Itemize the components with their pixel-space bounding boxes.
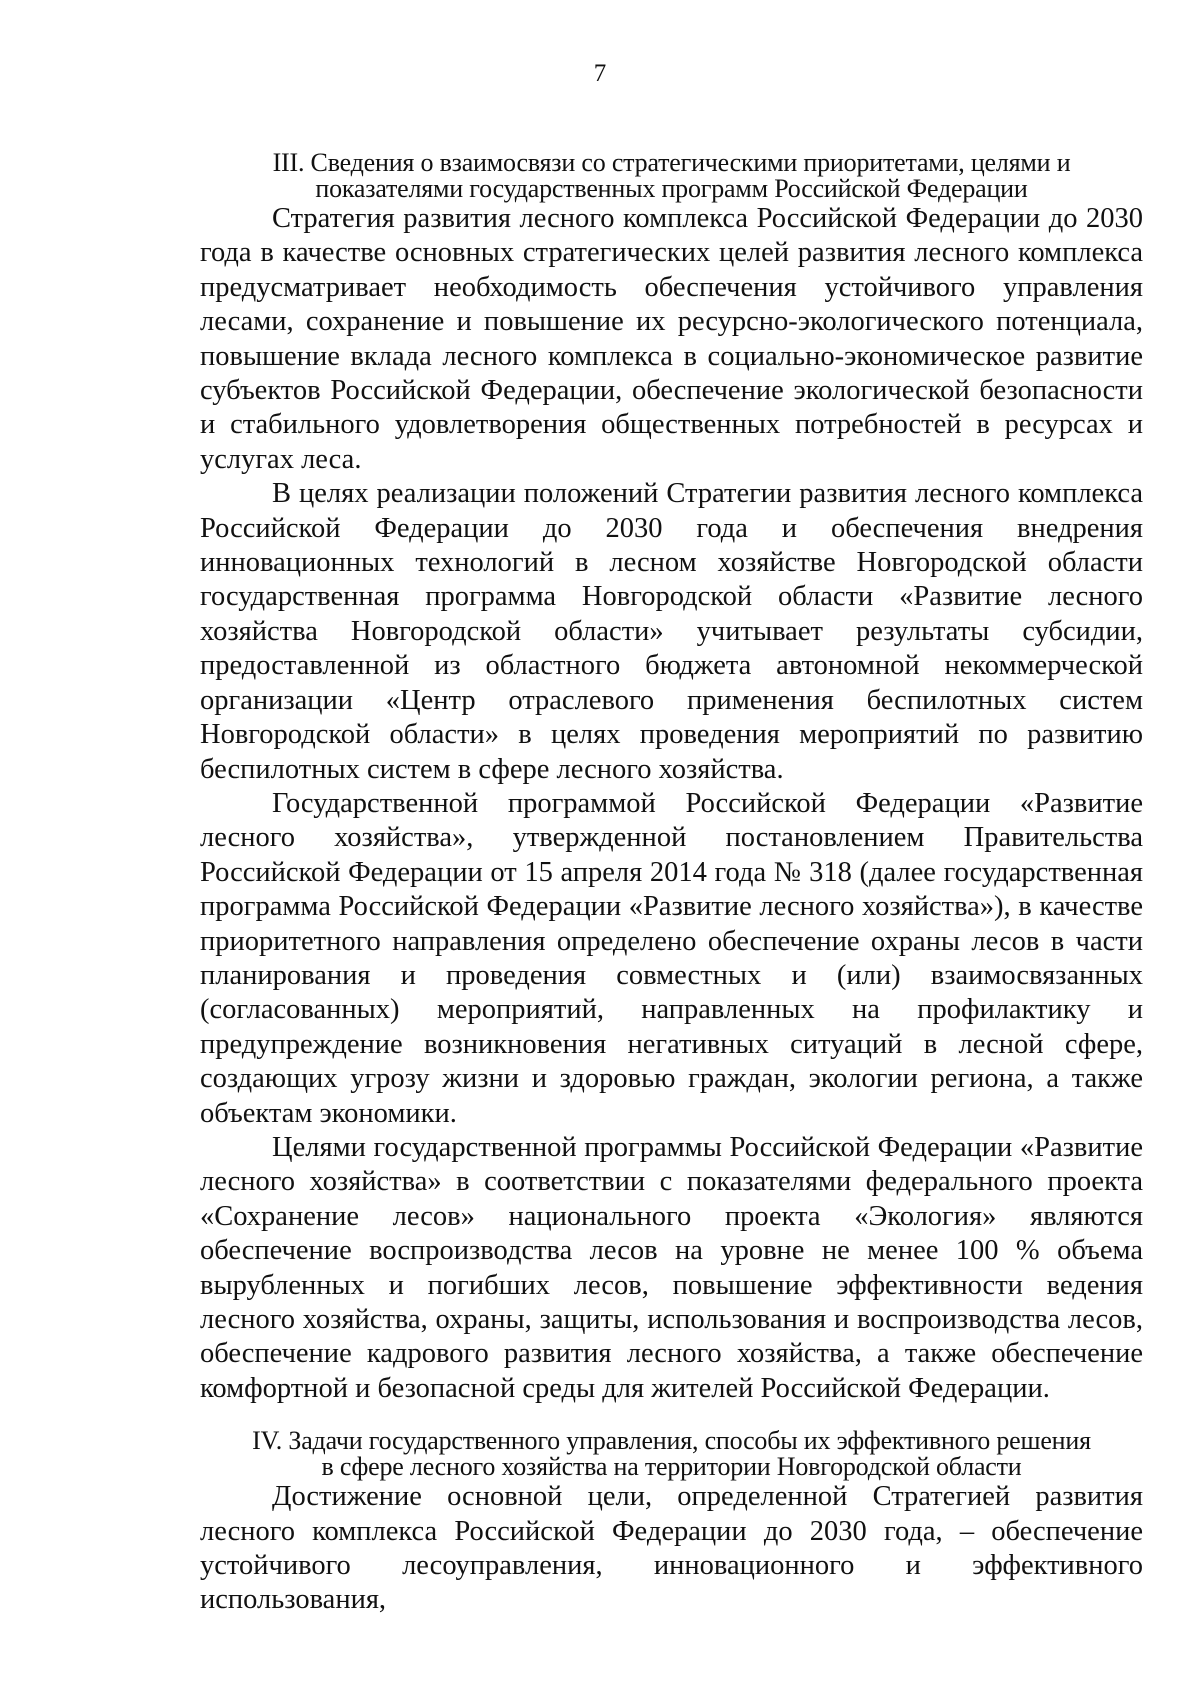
section-3-heading-line-2: показателями государственных программ Российской Федерации <box>315 174 1028 203</box>
section-4-heading-line-2: в сфере лесного хозяйства на территории Новгородской области <box>321 1452 1022 1482</box>
page-content <box>200 150 1143 1618</box>
section-4-heading-line-1: IV. Задачи государственного управления, способы их эффективного решения <box>252 1426 1091 1456</box>
paragraph-regional-program: В целях реализации положений Стратегии развития лесного комплекса Российской Федерации до 2030 года и обеспечения внедрения инновационных технологий в лесном хозяйстве Новгородской области государственная программа Новгородской области «Развитие лесного хозяйства Новгородской области» учитывает результаты субсидии, предоставленной из областного бюджета автономной некоммерческой организации «Центр отраслевого применения беспилотных систем Новгородской области» в целях проведения мероприятий по развитию беспилотных систем в сфере лесного хозяйства. <box>200 478 1143 785</box>
paragraph-strategy: Стратегия развития лесного комплекса Российской Федерации до 2030 года в качестве основных стратегических целей развития лесного комплекса предусматривает необходимость обеспечения устойчивого управления лесами, сохранение и повышение их ресурсно-экологического потенциала, повышение вклада лесного комплекса в социально-экономическое развитие субъектов Российской Федерации, обеспечение экологической безопасности и стабильного удовлетворения общественных потребностей в ресурсах и услугах леса. <box>200 203 1143 475</box>
page-number: 7 <box>593 60 607 87</box>
section-4-heading <box>200 1428 1143 1480</box>
section-3-heading <box>200 150 1143 202</box>
section-spacer <box>200 1406 1143 1428</box>
paragraph-program-goals: Целями государственной программы Российской Федерации «Развитие лесного хозяйства» в соответствии с показателями федерального проекта «Сохранение лесов» национального проекта «Экология» являются обеспечение воспроизводства лесов на уровне не менее 100 % объема вырубленных и погибших лесов, повышение эффективности ведения лесного хозяйства, охраны, защиты, использования и воспроизводства лесов, обеспечение кадрового развития лесного хозяйства, а также обеспечение комфортной и безопасной среды для жителей Российской Федерации. <box>200 1131 1143 1404</box>
paragraph-main-goal: Достижение основной цели, определенной Стратегией развития лесного комплекса Российской Федерации до 2030 года, – обеспечение устойчивого лесоуправления, инновационного и эффективного использования, <box>200 1481 1143 1616</box>
section-3-heading-line-1: III. Сведения о взаимосвязи со стратегическими приоритетами, целями и <box>272 148 1071 177</box>
paragraph-federal-program: Государственной программой Российской Федерации «Развитие лесного хозяйства», утвержденной постановлением Правительства Российской Федерации от 15 апреля 2014 года № 318 (далее государственная программа Российской Федерации «Развитие лесного хозяйства»), в качестве приоритетного направления определено обеспечение охраны лесов в части планирования и проведения совместных и (или) взаимосвязанных (согласованных) мероприятий, направленных на профилактику и предупреждение возникновения негативных ситуаций в лесной сфере, создающих угрозу жизни и здоровью граждан, экологии региона, а также объектам экономики. <box>200 787 1143 1129</box>
